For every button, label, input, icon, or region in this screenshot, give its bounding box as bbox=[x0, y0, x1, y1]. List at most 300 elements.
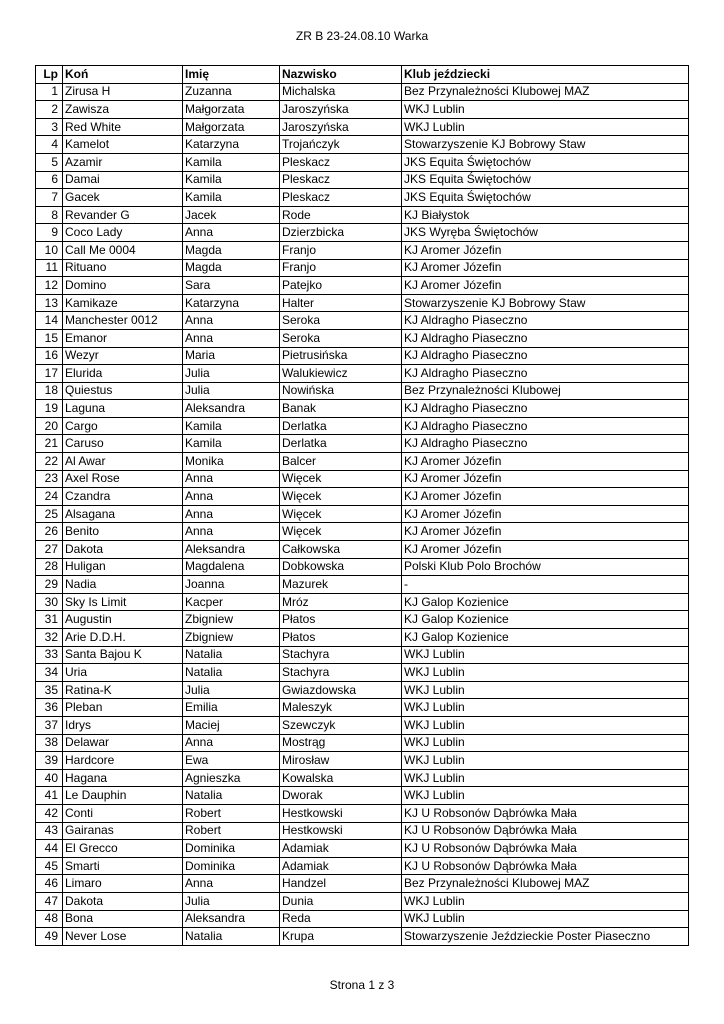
table-row bbox=[36, 875, 689, 893]
cell-club: KJ Aromer Józefin bbox=[402, 241, 689, 259]
cell-horse: Dakota bbox=[63, 541, 183, 559]
cell-first-name: Magdalena bbox=[183, 558, 280, 576]
cell-first-name: Małgorzata bbox=[183, 101, 280, 119]
cell-lp: 34 bbox=[36, 664, 63, 682]
table-row bbox=[36, 488, 689, 506]
cell-last-name: Halter bbox=[280, 294, 402, 312]
cell-first-name: Dominika bbox=[183, 857, 280, 875]
cell-club: Polski Klub Polo Brochów bbox=[402, 558, 689, 576]
cell-last-name: Płatos bbox=[280, 611, 402, 629]
cell-horse: Zirusa H bbox=[63, 83, 183, 101]
cell-first-name: Aleksandra bbox=[183, 541, 280, 559]
entries-table bbox=[35, 65, 689, 946]
cell-first-name: Monika bbox=[183, 453, 280, 471]
cell-lp: 43 bbox=[36, 822, 63, 840]
table-row bbox=[36, 716, 689, 734]
cell-first-name: Sara bbox=[183, 277, 280, 295]
cell-first-name: Kamila bbox=[183, 153, 280, 171]
table-row bbox=[36, 734, 689, 752]
cell-horse: Never Lose bbox=[63, 928, 183, 946]
cell-lp: 33 bbox=[36, 646, 63, 664]
cell-lp: 3 bbox=[36, 118, 63, 136]
cell-first-name: Kamila bbox=[183, 417, 280, 435]
cell-horse: Call Me 0004 bbox=[63, 241, 183, 259]
cell-lp: 10 bbox=[36, 241, 63, 259]
table-row bbox=[36, 769, 689, 787]
cell-last-name: Gwiazdowska bbox=[280, 681, 402, 699]
cell-club: JKS Equita Świętochów bbox=[402, 153, 689, 171]
cell-last-name: Franjo bbox=[280, 259, 402, 277]
cell-lp: 41 bbox=[36, 787, 63, 805]
cell-horse: Kamelot bbox=[63, 136, 183, 154]
cell-horse: Hardcore bbox=[63, 752, 183, 770]
table-row bbox=[36, 928, 689, 946]
cell-lp: 42 bbox=[36, 804, 63, 822]
cell-horse: Smarti bbox=[63, 857, 183, 875]
cell-horse: Laguna bbox=[63, 400, 183, 418]
table-row bbox=[36, 470, 689, 488]
table-row bbox=[36, 382, 689, 400]
cell-first-name: Anna bbox=[183, 470, 280, 488]
cell-horse: Caruso bbox=[63, 435, 183, 453]
cell-last-name: Walukiewicz bbox=[280, 365, 402, 383]
cell-lp: 31 bbox=[36, 611, 63, 629]
cell-club: WKJ Lublin bbox=[402, 910, 689, 928]
cell-lp: 12 bbox=[36, 277, 63, 295]
cell-last-name: Mazurek bbox=[280, 576, 402, 594]
cell-lp: 11 bbox=[36, 259, 63, 277]
cell-horse: Red White bbox=[63, 118, 183, 136]
table-row bbox=[36, 558, 689, 576]
table-row bbox=[36, 277, 689, 295]
cell-horse: Coco Lady bbox=[63, 224, 183, 242]
cell-horse: Benito bbox=[63, 523, 183, 541]
cell-horse: Czandra bbox=[63, 488, 183, 506]
cell-first-name: Maria bbox=[183, 347, 280, 365]
cell-club: WKJ Lublin bbox=[402, 734, 689, 752]
cell-club: KJ Aldragho Piaseczno bbox=[402, 347, 689, 365]
cell-club: KJ Galop Kozienice bbox=[402, 611, 689, 629]
cell-first-name: Julia bbox=[183, 892, 280, 910]
cell-lp: 6 bbox=[36, 171, 63, 189]
cell-first-name: Dominika bbox=[183, 840, 280, 858]
column-header-horse: Koń bbox=[63, 66, 183, 84]
cell-horse: Uria bbox=[63, 664, 183, 682]
cell-last-name: Balcer bbox=[280, 453, 402, 471]
table-row bbox=[36, 189, 689, 207]
cell-club: WKJ Lublin bbox=[402, 664, 689, 682]
cell-lp: 25 bbox=[36, 505, 63, 523]
cell-horse: Azamir bbox=[63, 153, 183, 171]
cell-club: Bez Przynależności Klubowej bbox=[402, 382, 689, 400]
cell-lp: 26 bbox=[36, 523, 63, 541]
cell-first-name: Robert bbox=[183, 804, 280, 822]
cell-lp: 24 bbox=[36, 488, 63, 506]
cell-club: JKS Equita Świętochów bbox=[402, 171, 689, 189]
cell-last-name: Adamiak bbox=[280, 857, 402, 875]
cell-first-name: Jacek bbox=[183, 206, 280, 224]
cell-last-name: Kowalska bbox=[280, 769, 402, 787]
cell-first-name: Kamila bbox=[183, 189, 280, 207]
cell-club: KJ Aromer Józefin bbox=[402, 453, 689, 471]
cell-club: KJ Aldragho Piaseczno bbox=[402, 417, 689, 435]
cell-lp: 23 bbox=[36, 470, 63, 488]
cell-club: Stowarzyszenie Jeździeckie Poster Piaseczno bbox=[402, 928, 689, 946]
cell-first-name: Magda bbox=[183, 241, 280, 259]
table-row bbox=[36, 347, 689, 365]
cell-club: - bbox=[402, 576, 689, 594]
cell-horse: Hagana bbox=[63, 769, 183, 787]
cell-lp: 38 bbox=[36, 734, 63, 752]
cell-last-name: Pleskacz bbox=[280, 153, 402, 171]
table-row bbox=[36, 329, 689, 347]
cell-horse: Axel Rose bbox=[63, 470, 183, 488]
cell-last-name: Więcek bbox=[280, 523, 402, 541]
cell-club: Stowarzyszenie KJ Bobrowy Staw bbox=[402, 294, 689, 312]
cell-lp: 8 bbox=[36, 206, 63, 224]
cell-lp: 44 bbox=[36, 840, 63, 858]
cell-last-name: Derlatka bbox=[280, 417, 402, 435]
cell-first-name: Emilia bbox=[183, 699, 280, 717]
cell-lp: 29 bbox=[36, 576, 63, 594]
cell-last-name: Nowińska bbox=[280, 382, 402, 400]
cell-first-name: Maciej bbox=[183, 716, 280, 734]
cell-first-name: Anna bbox=[183, 312, 280, 330]
cell-horse: Quiestus bbox=[63, 382, 183, 400]
cell-horse: Gairanas bbox=[63, 822, 183, 840]
cell-first-name: Robert bbox=[183, 822, 280, 840]
cell-horse: Rituano bbox=[63, 259, 183, 277]
table-row bbox=[36, 312, 689, 330]
table-row bbox=[36, 259, 689, 277]
table-row bbox=[36, 241, 689, 259]
cell-last-name: Pleskacz bbox=[280, 171, 402, 189]
cell-lp: 49 bbox=[36, 928, 63, 946]
cell-first-name: Małgorzata bbox=[183, 118, 280, 136]
cell-first-name: Natalia bbox=[183, 787, 280, 805]
cell-horse: Elurida bbox=[63, 365, 183, 383]
column-header-lp: Lp bbox=[36, 66, 63, 84]
table-row bbox=[36, 400, 689, 418]
cell-lp: 17 bbox=[36, 365, 63, 383]
cell-club: KJ U Robsonów Dąbrówka Mała bbox=[402, 840, 689, 858]
cell-first-name: Magda bbox=[183, 259, 280, 277]
cell-last-name: Trojańczyk bbox=[280, 136, 402, 154]
cell-club: WKJ Lublin bbox=[402, 787, 689, 805]
cell-lp: 1 bbox=[36, 83, 63, 101]
cell-last-name: Pietrusińska bbox=[280, 347, 402, 365]
cell-last-name: Więcek bbox=[280, 470, 402, 488]
cell-last-name: Mirosław bbox=[280, 752, 402, 770]
cell-horse: Domino bbox=[63, 277, 183, 295]
cell-lp: 37 bbox=[36, 716, 63, 734]
table-row bbox=[36, 840, 689, 858]
cell-horse: Santa Bajou K bbox=[63, 646, 183, 664]
cell-last-name: Stachyra bbox=[280, 664, 402, 682]
table-row bbox=[36, 593, 689, 611]
cell-first-name: Anna bbox=[183, 734, 280, 752]
cell-lp: 46 bbox=[36, 875, 63, 893]
cell-horse: Gacek bbox=[63, 189, 183, 207]
cell-last-name: Franjo bbox=[280, 241, 402, 259]
page-number: Strona 1 z 3 bbox=[329, 978, 395, 992]
cell-lp: 40 bbox=[36, 769, 63, 787]
cell-first-name: Aleksandra bbox=[183, 910, 280, 928]
cell-last-name: Dobkowska bbox=[280, 558, 402, 576]
cell-lp: 21 bbox=[36, 435, 63, 453]
cell-last-name: Derlatka bbox=[280, 435, 402, 453]
cell-horse: Ratina-K bbox=[63, 681, 183, 699]
table-row bbox=[36, 804, 689, 822]
column-header-club: Klub jeździecki bbox=[402, 66, 689, 84]
cell-club: KJ Aldragho Piaseczno bbox=[402, 435, 689, 453]
cell-club: WKJ Lublin bbox=[402, 892, 689, 910]
cell-horse: Bona bbox=[63, 910, 183, 928]
table-row bbox=[36, 523, 689, 541]
cell-first-name: Joanna bbox=[183, 576, 280, 594]
cell-first-name: Zbigniew bbox=[183, 611, 280, 629]
cell-first-name: Natalia bbox=[183, 646, 280, 664]
cell-last-name: Jaroszyńska bbox=[280, 101, 402, 119]
cell-lp: 2 bbox=[36, 101, 63, 119]
cell-lp: 45 bbox=[36, 857, 63, 875]
cell-club: WKJ Lublin bbox=[402, 101, 689, 119]
cell-last-name: Reda bbox=[280, 910, 402, 928]
cell-lp: 5 bbox=[36, 153, 63, 171]
cell-club: Stowarzyszenie KJ Bobrowy Staw bbox=[402, 136, 689, 154]
cell-lp: 19 bbox=[36, 400, 63, 418]
table-header-row bbox=[36, 66, 689, 84]
cell-lp: 15 bbox=[36, 329, 63, 347]
cell-lp: 28 bbox=[36, 558, 63, 576]
table-row bbox=[36, 822, 689, 840]
cell-last-name: Dworak bbox=[280, 787, 402, 805]
cell-lp: 16 bbox=[36, 347, 63, 365]
cell-lp: 9 bbox=[36, 224, 63, 242]
cell-last-name: Dzierzbicka bbox=[280, 224, 402, 242]
cell-horse: Alsagana bbox=[63, 505, 183, 523]
cell-club: KJ Aromer Józefin bbox=[402, 470, 689, 488]
cell-first-name: Anna bbox=[183, 329, 280, 347]
cell-horse: Augustin bbox=[63, 611, 183, 629]
cell-club: KJ Białystok bbox=[402, 206, 689, 224]
cell-last-name: Pleskacz bbox=[280, 189, 402, 207]
cell-lp: 13 bbox=[36, 294, 63, 312]
cell-last-name: Mostrąg bbox=[280, 734, 402, 752]
table-row bbox=[36, 752, 689, 770]
table-row bbox=[36, 435, 689, 453]
cell-lp: 30 bbox=[36, 593, 63, 611]
cell-horse: Dakota bbox=[63, 892, 183, 910]
cell-horse: Idrys bbox=[63, 716, 183, 734]
table-row bbox=[36, 171, 689, 189]
cell-first-name: Agnieszka bbox=[183, 769, 280, 787]
table-row bbox=[36, 629, 689, 647]
cell-lp: 35 bbox=[36, 681, 63, 699]
cell-last-name: Stachyra bbox=[280, 646, 402, 664]
table-row bbox=[36, 136, 689, 154]
table-row bbox=[36, 417, 689, 435]
cell-club: JKS Equita Świętochów bbox=[402, 189, 689, 207]
table-row bbox=[36, 681, 689, 699]
cell-first-name: Julia bbox=[183, 681, 280, 699]
cell-last-name: Szewczyk bbox=[280, 716, 402, 734]
table-row bbox=[36, 294, 689, 312]
cell-last-name: Seroka bbox=[280, 329, 402, 347]
cell-last-name: Dunia bbox=[280, 892, 402, 910]
cell-lp: 47 bbox=[36, 892, 63, 910]
cell-first-name: Zbigniew bbox=[183, 629, 280, 647]
cell-club: KJ Aromer Józefin bbox=[402, 541, 689, 559]
cell-horse: Limaro bbox=[63, 875, 183, 893]
cell-club: KJ Aromer Józefin bbox=[402, 277, 689, 295]
cell-horse: Huligan bbox=[63, 558, 183, 576]
table-row bbox=[36, 892, 689, 910]
table-row bbox=[36, 224, 689, 242]
cell-horse: Le Dauphin bbox=[63, 787, 183, 805]
cell-first-name: Natalia bbox=[183, 664, 280, 682]
cell-club: KJ Aromer Józefin bbox=[402, 488, 689, 506]
cell-horse: Wezyr bbox=[63, 347, 183, 365]
cell-club: KJ Aldragho Piaseczno bbox=[402, 365, 689, 383]
cell-club: WKJ Lublin bbox=[402, 699, 689, 717]
cell-first-name: Anna bbox=[183, 875, 280, 893]
table-row bbox=[36, 646, 689, 664]
cell-last-name: Jaroszyńska bbox=[280, 118, 402, 136]
cell-lp: 7 bbox=[36, 189, 63, 207]
cell-first-name: Kamila bbox=[183, 435, 280, 453]
table-row bbox=[36, 101, 689, 119]
cell-lp: 36 bbox=[36, 699, 63, 717]
cell-horse: Cargo bbox=[63, 417, 183, 435]
table-row bbox=[36, 576, 689, 594]
cell-first-name: Ewa bbox=[183, 752, 280, 770]
cell-lp: 4 bbox=[36, 136, 63, 154]
cell-club: WKJ Lublin bbox=[402, 646, 689, 664]
cell-club: WKJ Lublin bbox=[402, 716, 689, 734]
cell-last-name: Banak bbox=[280, 400, 402, 418]
cell-club: WKJ Lublin bbox=[402, 681, 689, 699]
cell-last-name: Rode bbox=[280, 206, 402, 224]
cell-lp: 27 bbox=[36, 541, 63, 559]
table-row bbox=[36, 453, 689, 471]
cell-club: KJ U Robsonów Dąbrówka Mała bbox=[402, 857, 689, 875]
table-row bbox=[36, 206, 689, 224]
cell-first-name: Julia bbox=[183, 382, 280, 400]
cell-last-name: Więcek bbox=[280, 488, 402, 506]
cell-first-name: Anna bbox=[183, 488, 280, 506]
cell-last-name: Płatos bbox=[280, 629, 402, 647]
cell-last-name: Krupa bbox=[280, 928, 402, 946]
cell-club: KJ Aldragho Piaseczno bbox=[402, 312, 689, 330]
cell-first-name: Natalia bbox=[183, 928, 280, 946]
cell-last-name: Całkowska bbox=[280, 541, 402, 559]
cell-lp: 14 bbox=[36, 312, 63, 330]
cell-club: JKS Wyręba Świętochów bbox=[402, 224, 689, 242]
cell-horse: Damai bbox=[63, 171, 183, 189]
cell-horse: Sky Is Limit bbox=[63, 593, 183, 611]
table-row bbox=[36, 857, 689, 875]
table-row bbox=[36, 505, 689, 523]
cell-club: KJ Aromer Józefin bbox=[402, 505, 689, 523]
cell-horse: Manchester 0012 bbox=[63, 312, 183, 330]
cell-last-name: Hestkowski bbox=[280, 804, 402, 822]
cell-horse: Kamikaze bbox=[63, 294, 183, 312]
cell-last-name: Patejko bbox=[280, 277, 402, 295]
cell-first-name: Julia bbox=[183, 365, 280, 383]
table-row bbox=[36, 83, 689, 101]
cell-club: Bez Przynależności Klubowej MAZ bbox=[402, 875, 689, 893]
page-title: ZR B 23-24.08.10 Warka bbox=[295, 29, 429, 43]
cell-first-name: Aleksandra bbox=[183, 400, 280, 418]
cell-club: KJ U Robsonów Dąbrówka Mała bbox=[402, 822, 689, 840]
cell-first-name: Anna bbox=[183, 224, 280, 242]
cell-lp: 48 bbox=[36, 910, 63, 928]
column-header-first-name: Imię bbox=[183, 66, 280, 84]
column-header-last-name: Nazwisko bbox=[280, 66, 402, 84]
cell-club: KJ Aldragho Piaseczno bbox=[402, 400, 689, 418]
cell-club: KJ U Robsonów Dąbrówka Mała bbox=[402, 804, 689, 822]
cell-horse: El Grecco bbox=[63, 840, 183, 858]
table-row bbox=[36, 611, 689, 629]
cell-club: KJ Aromer Józefin bbox=[402, 523, 689, 541]
cell-horse: Nadia bbox=[63, 576, 183, 594]
cell-first-name: Katarzyna bbox=[183, 136, 280, 154]
cell-last-name: Seroka bbox=[280, 312, 402, 330]
cell-club: KJ Aromer Józefin bbox=[402, 259, 689, 277]
cell-last-name: Handzel bbox=[280, 875, 402, 893]
cell-horse: Delawar bbox=[63, 734, 183, 752]
table-row bbox=[36, 365, 689, 383]
table-row bbox=[36, 541, 689, 559]
cell-horse: Emanor bbox=[63, 329, 183, 347]
cell-horse: Conti bbox=[63, 804, 183, 822]
cell-first-name: Anna bbox=[183, 505, 280, 523]
cell-club: Bez Przynależności Klubowej MAZ bbox=[402, 83, 689, 101]
cell-horse: Zawisza bbox=[63, 101, 183, 119]
cell-club: WKJ Lublin bbox=[402, 752, 689, 770]
cell-lp: 32 bbox=[36, 629, 63, 647]
table-row bbox=[36, 699, 689, 717]
cell-lp: 20 bbox=[36, 417, 63, 435]
cell-club: WKJ Lublin bbox=[402, 118, 689, 136]
cell-club: WKJ Lublin bbox=[402, 769, 689, 787]
cell-club: KJ Galop Kozienice bbox=[402, 593, 689, 611]
cell-club: KJ Aldragho Piaseczno bbox=[402, 329, 689, 347]
cell-horse: Pleban bbox=[63, 699, 183, 717]
cell-last-name: Mróz bbox=[280, 593, 402, 611]
table-row bbox=[36, 910, 689, 928]
cell-last-name: Adamiak bbox=[280, 840, 402, 858]
cell-last-name: Więcek bbox=[280, 505, 402, 523]
cell-horse: Al Awar bbox=[63, 453, 183, 471]
cell-first-name: Katarzyna bbox=[183, 294, 280, 312]
table-row bbox=[36, 664, 689, 682]
cell-lp: 18 bbox=[36, 382, 63, 400]
table-row bbox=[36, 787, 689, 805]
table-row bbox=[36, 118, 689, 136]
cell-horse: Revander G bbox=[63, 206, 183, 224]
cell-last-name: Maleszyk bbox=[280, 699, 402, 717]
cell-first-name: Kamila bbox=[183, 171, 280, 189]
cell-lp: 39 bbox=[36, 752, 63, 770]
cell-last-name: Hestkowski bbox=[280, 822, 402, 840]
table-row bbox=[36, 153, 689, 171]
cell-first-name: Zuzanna bbox=[183, 83, 280, 101]
cell-last-name: Michalska bbox=[280, 83, 402, 101]
cell-lp: 22 bbox=[36, 453, 63, 471]
cell-first-name: Anna bbox=[183, 523, 280, 541]
